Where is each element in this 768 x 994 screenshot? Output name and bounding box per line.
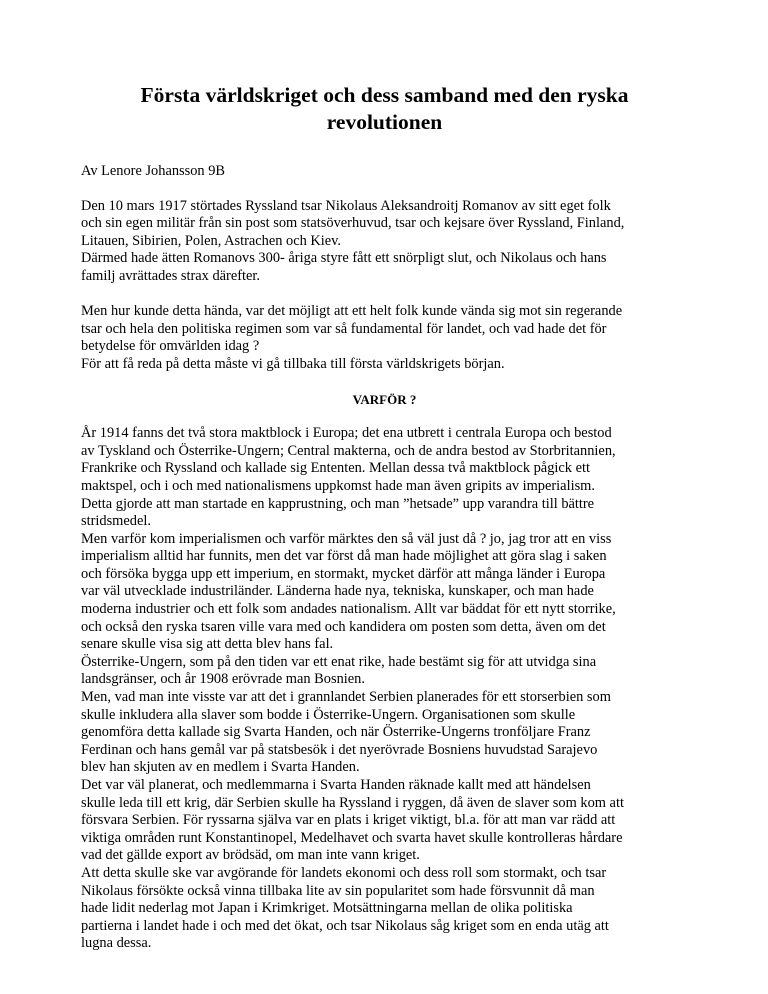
text-line: lugna dessa.	[81, 935, 152, 952]
text-line: Att detta skulle ske var avgörande för landets ekonomi och dess roll som stormakt, och tsar	[81, 864, 607, 881]
text-line: Den 10 mars 1917 störtades Ryssland tsar Nikolaus Aleksandroitj Romanov av sitt eget folk	[81, 197, 611, 214]
text-line: vad det gällde export av brödsäd, om man inte vann kriget.	[81, 847, 420, 864]
text-line: blev han skjuten av en medlem i Svarta Handen.	[81, 759, 360, 776]
text-line: skulle inkludera alla slaver som bodde i Österrike-Ungern. Organisationen som skulle	[81, 706, 576, 723]
text-line: försvara Serbien. För ryssarna själva var en plats i kriget viktigt, bl.a. för att man var rädd att	[81, 812, 616, 829]
text-line: av Tyskland och Österrike-Ungern; Central makterna, och de andra bestod av Storbritannien,	[81, 442, 616, 459]
text-line: Detta gjorde att man startade en kapprustning, och man ”hetsade” upp varandra till bättre	[81, 495, 595, 512]
text-line: var väl utvecklade industriländer. Länderna hade nya, tekniska, kunskaper, och man hade	[81, 583, 594, 600]
text-line: maktspel, och i och med nationalismens uppkomst hade man även gripits av imperialism.	[81, 477, 595, 494]
text-line: Ferdinan och hans gemål var på statsbesök i det nyerövrade Bosniens huvudstad Sarajevo	[81, 741, 598, 758]
text-line: För att få reda på detta måste vi gå tillbaka till första världskrigets början.	[81, 355, 505, 372]
author-line: Av Lenore Johansson 9B	[81, 163, 226, 179]
body-paragraph	[81, 425, 688, 953]
text-line: År 1914 fanns det två stora maktblock i Europa; det ena utbrett i centrala Europa och bestod	[81, 425, 612, 442]
text-line: landsgränser, och år 1908 erövrade man Bosnien.	[81, 671, 365, 688]
text-line: Men hur kunde detta hända, var det möjligt att ett helt folk kunde vända sig mot sin regerande	[81, 303, 623, 320]
text-line: och sin egen militär från sin post som statsöverhuvud, tsar och kejsare över Ryssland, Finland,	[81, 215, 625, 232]
text-line: Österrike-Ungern, som på den tiden var ett enat rike, hade bestämt sig för att utvidga sina	[81, 653, 597, 670]
section-heading: VARFÖR ?	[352, 392, 417, 408]
text-line: och också den ryska tsaren ville vara med och kandidera om posten som detta, även om det	[81, 618, 606, 635]
text-line: Men, vad man inte visste var att det i grannlandet Serbien planerades för ett storserbien som	[81, 689, 611, 706]
text-line: Därmed hade ätten Romanovs 300- åriga styre fått ett snörpligt slut, och Nikolaus och hans	[81, 250, 607, 267]
text-line: Litauen, Sibirien, Polen, Astrachen och Kiev.	[81, 232, 342, 249]
text-line: familj avrättades strax därefter.	[81, 267, 260, 284]
text-line: stridsmedel.	[81, 513, 151, 530]
text-line: betydelse för omvärlden idag ?	[81, 338, 260, 355]
question-paragraph	[81, 303, 688, 373]
text-line: moderna industrier och ett folk som andades nationalism. Allt var bäddat för ett nytt storrike,	[81, 601, 616, 618]
document-title	[81, 82, 688, 136]
text-line: tsar och hela den politiska regimen som var så fundamental för landet, och vad hade det för	[81, 320, 607, 337]
text-line: viktiga områden runt Konstantinopel, Medelhavet och svarta havet skulle kontrolleras hårdare	[81, 829, 623, 846]
text-line: Det var väl planerat, och medlemmarna i Svarta Handen räknade kallt med att händelsen	[81, 777, 591, 793]
text-line: och försöka bygga upp ett imperium, en stormakt, mycket därför att många länder i Europa	[81, 565, 606, 582]
text-line: Men varför kom imperialismen och varför märktes den så väl just då ? jo, jag tror att en viss	[81, 530, 612, 547]
text-line: hade lidit nederlag mot Japan i Krimkriget. Motsättningarna mellan de olika politiska	[81, 900, 573, 917]
text-line: partierna i landet hade i och med det ökat, och tsar Nikolaus såg kriget som en enda utäg att	[81, 917, 609, 934]
text-line: imperialism alltid har funnits, men det var först då man hade möjlighet att göra slag i saken	[81, 548, 607, 565]
text-line: senare skulle visa sig att detta blev hans fal.	[81, 636, 334, 653]
text-line: genomföra detta kallade sig Svarta Handen, och när Österrike-Ungerns tronföljare Franz	[81, 724, 591, 741]
text-line: skulle leda till ett krig, där Serbien skulle ha Ryssland i ryggen, då även de slaver som kom att	[81, 794, 624, 811]
text-line: Nikolaus försökte också vinna tillbaka lite av sin popularitet som hade försvunnit då man	[81, 882, 595, 899]
text-line: Frankrike och Ryssland och kallade sig Ententen. Mellan dessa två maktblock pågick ett	[81, 460, 590, 477]
title-line: revolutionen	[326, 110, 443, 134]
title-line: Första världskriget och dess samband med den ryska	[140, 83, 629, 107]
intro-paragraph	[81, 198, 688, 286]
